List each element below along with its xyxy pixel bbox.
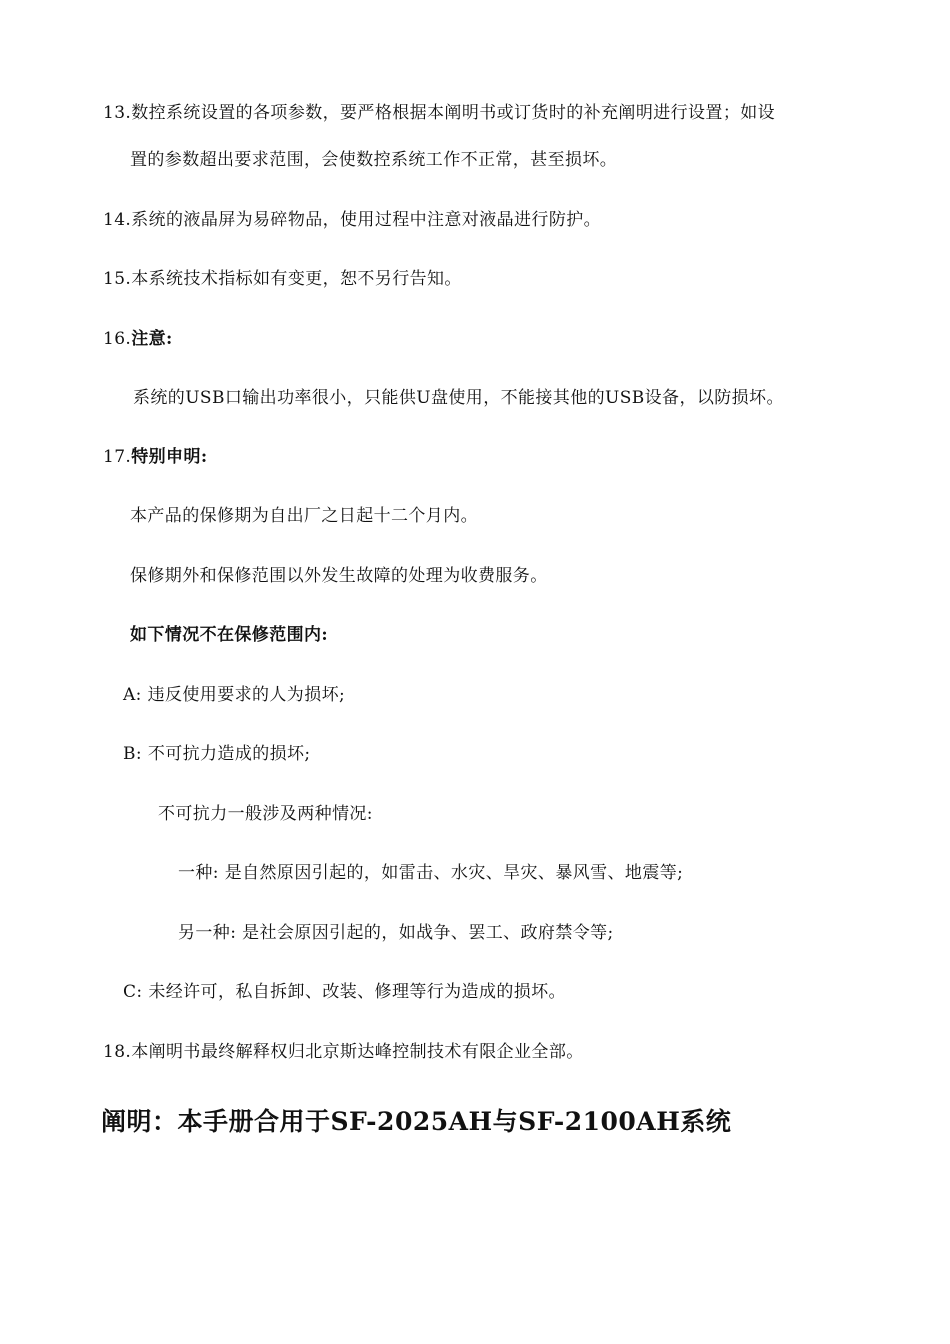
item-17-paid-service: 保修期外和保修范围以外发生故障的处理为收费服务。 bbox=[130, 566, 548, 586]
item-14: 14.系统的液晶屏为易碎物品，使用过程中注意对液晶进行防护。 bbox=[103, 210, 602, 230]
item-17-heading-line bbox=[103, 445, 208, 469]
item-13-line-2: 置的参数超出要求范围，会使数控系统工作不正常，甚至损坏。 bbox=[130, 150, 618, 170]
item-17-force-majeure-social: 另一种: 是社会原因引起的，如战争、罢工、政府禁令等; bbox=[178, 923, 614, 943]
item-17-heading: 特别申明: bbox=[131, 447, 208, 467]
item-18: 18.本阐明书最终解释权归北京斯达峰控制技术有限企业全部。 bbox=[103, 1042, 584, 1062]
item-17-exclusion-b: B: 不可抗力造成的损坏; bbox=[123, 744, 311, 764]
item-17-force-majeure-note: 不可抗力一般涉及两种情况: bbox=[158, 804, 373, 824]
item-17-exclusion-c: C: 未经许可，私自拆卸、改装、修理等行为造成的损坏。 bbox=[123, 982, 566, 1002]
item-16-number: 16. bbox=[103, 329, 132, 349]
item-16-heading: 注意: bbox=[131, 329, 173, 349]
applicability-statement: 阐明：本手册合用于SF-2025AH与SF-2100AH系统 bbox=[101, 1107, 732, 1136]
item-13-line-1: 13.数控系统设置的各项参数，要严格根据本阐明书或订货时的补充阐明进行设置；如设 bbox=[103, 103, 776, 123]
item-16-body: 系统的USB口输出功率很小，只能供U盘使用，不能接其他的USB设备，以防损坏。 bbox=[133, 388, 784, 408]
item-17-exclusions-heading: 如下情况不在保修范围内: bbox=[130, 625, 329, 645]
item-17-warranty-period: 本产品的保修期为自出厂之日起十二个月内。 bbox=[130, 506, 478, 526]
item-16-heading-line bbox=[103, 327, 173, 351]
item-17-number: 17. bbox=[103, 447, 132, 467]
item-17-exclusion-a: A: 违反使用要求的人为损坏; bbox=[123, 685, 346, 705]
item-15: 15.本系统技术指标如有变更，恕不另行告知。 bbox=[103, 269, 462, 289]
item-17-force-majeure-natural: 一种: 是自然原因引起的，如雷击、水灾、旱灾、暴风雪、地震等; bbox=[178, 863, 684, 883]
